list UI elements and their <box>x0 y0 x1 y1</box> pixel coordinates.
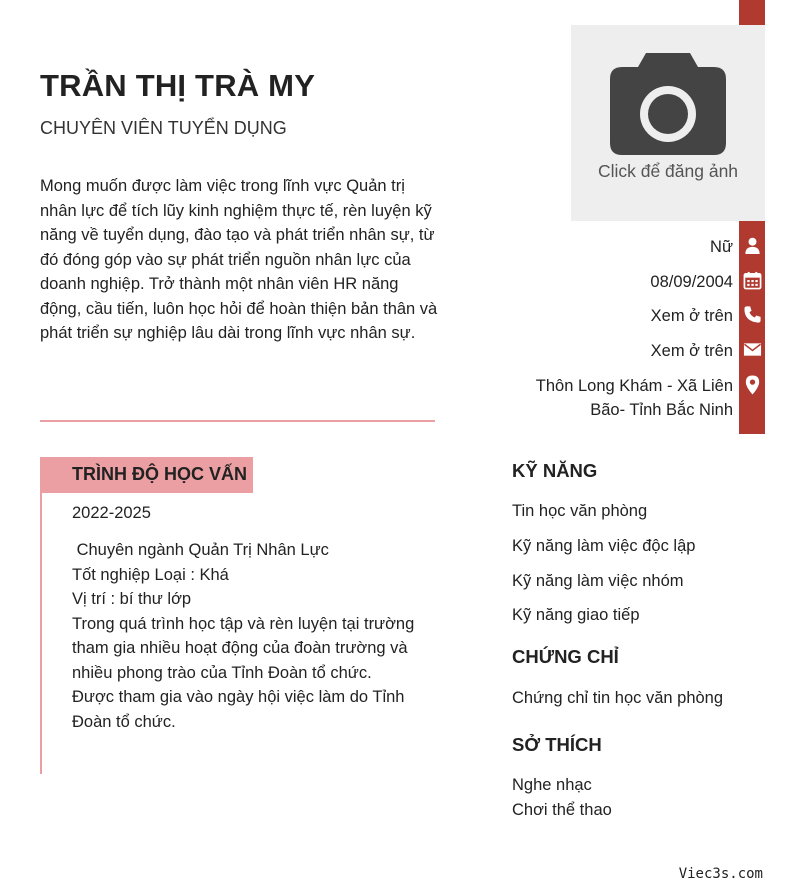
skill-item: Kỹ năng làm việc nhóm <box>512 572 684 590</box>
education-timeline-line <box>40 493 42 774</box>
contact-phone: Xem ở trên <box>650 307 733 325</box>
email-icon <box>743 340 762 359</box>
hobbies-heading: SỞ THÍCH <box>512 734 602 755</box>
certificate-item: Chứng chỉ tin học văn phòng <box>512 689 724 707</box>
candidate-name: TRẦN THỊ TRÀ MY <box>40 68 316 103</box>
education-position: Vị trí : bí thư lớp <box>72 590 192 608</box>
education-years: 2022-2025 <box>72 504 151 522</box>
contact-email: Xem ở trên <box>650 342 733 360</box>
contact-gender: Nữ <box>710 238 733 256</box>
skill-item: Kỹ năng giao tiếp <box>512 606 640 624</box>
calendar-icon <box>743 271 762 290</box>
user-icon <box>743 236 762 255</box>
education-details <box>72 538 437 734</box>
camera-icon <box>610 53 726 155</box>
contact-address-line2: Bão- Tỉnh Bắc Ninh <box>590 401 733 419</box>
education-heading-box <box>40 457 253 493</box>
contact-address-line1: Thôn Long Khám - Xã Liên <box>535 377 733 395</box>
photo-upload-area[interactable] <box>571 25 765 221</box>
education-job-fair: Được tham gia vào ngày hội việc làm do Tỉnh Đoàn tổ chức. <box>72 688 405 731</box>
skills-heading: KỸ NĂNG <box>512 460 598 481</box>
education-major: Chuyên ngành Quản Trị Nhân Lực <box>72 541 329 559</box>
contact-birthday: 08/09/2004 <box>650 273 733 291</box>
hobby-item: Nghe nhạc <box>512 776 592 794</box>
career-objective: Mong muốn được làm việc trong lĩnh vực Quản trị nhân lực để tích lũy kinh nghiệm thực tế, rèn luyện kỹ năng về tuyển dụng, đào tạo và phát triển nhân sự, từ đó đóng góp vào sự phát triển nguồn nhân lực của doanh nghiệp. Trở thành một nhân viên HR năng động, cầu tiến, luôn học hỏi để hoàn thiện bản thân và phát triển sự nghiệp lâu dài trong lĩnh vực nhân sự. <box>40 177 438 342</box>
certificates-heading: CHỨNG CHỈ <box>512 646 619 667</box>
education-graduation: Tốt nghiệp Loại : Khá <box>72 565 229 584</box>
education-heading: TRÌNH ĐỘ HỌC VẤN <box>72 464 247 484</box>
hobby-item: Chơi thể thao <box>512 801 612 819</box>
accent-bar-top <box>739 0 765 25</box>
section-divider <box>40 420 435 422</box>
job-title: CHUYÊN VIÊN TUYỂN DỤNG <box>40 118 287 138</box>
location-pin-icon <box>743 374 762 396</box>
footer-brand[interactable]: Viec3s.com <box>678 866 763 882</box>
phone-icon <box>743 305 762 324</box>
skill-item: Tin học văn phòng <box>512 502 648 520</box>
photo-upload-caption: Click để đăng ảnh <box>597 161 739 181</box>
education-activities: Trong quá trình học tập và rèn luyện tại trường tham gia nhiều hoạt động của đoàn trường và nhiều phong trào của Tỉnh Đoàn tổ chức. <box>72 614 415 682</box>
skill-item: Kỹ năng làm việc độc lập <box>512 537 696 555</box>
